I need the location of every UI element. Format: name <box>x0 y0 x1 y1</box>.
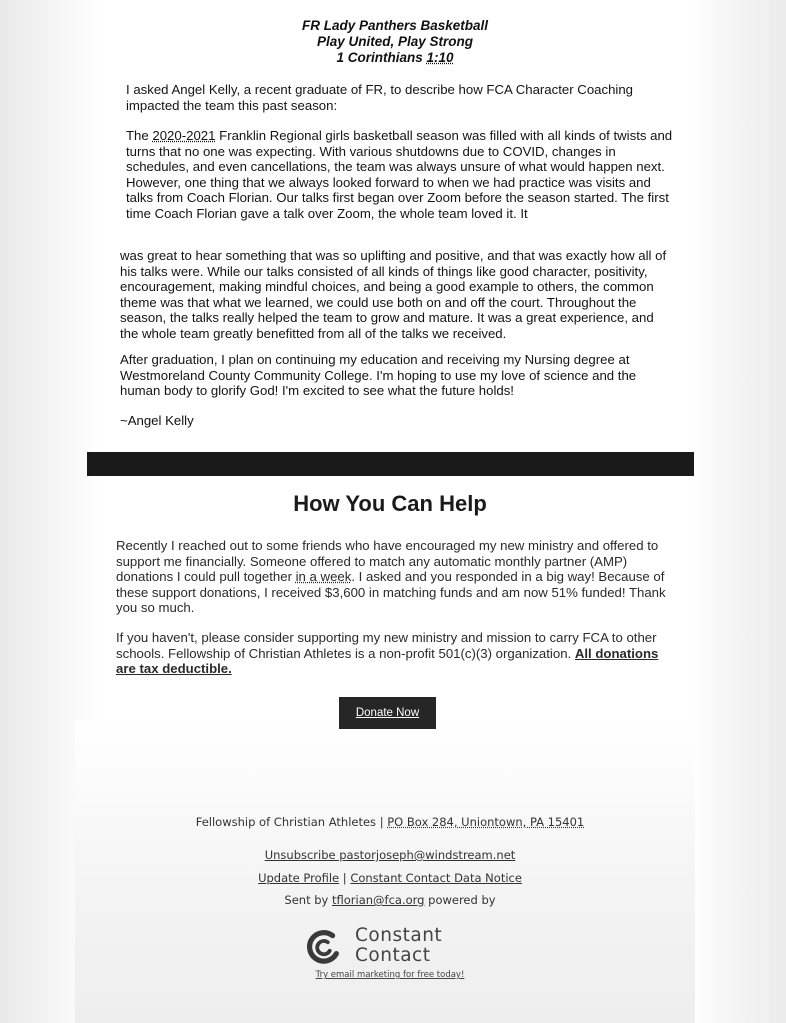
story-intro: I asked Angel Kelly, a recent graduate of FR, to describe how FCA Character Coaching impacted the team this past season: <box>126 82 634 113</box>
para1-start: The <box>126 128 153 143</box>
constant-contact-swirl-icon <box>305 928 343 966</box>
constant-contact-wordmark <box>355 926 442 966</box>
header-title: FR Lady Panthers Basketball <box>301 18 489 33</box>
help-para1-start: Recently I reached out to some friends who have encouraged my new ministry and offered to support me financially. Someone offered to match any automatic monthly partner (AMP) donations I could pull together <box>116 538 659 584</box>
help-section-title: How You Can Help <box>293 491 487 516</box>
sent-by-label: Sent by <box>284 893 332 907</box>
donate-now-button[interactable]: Donate Now <box>339 697 436 729</box>
footer-profile-line <box>160 871 620 885</box>
footer-address-link[interactable]: PO Box 284, Uniontown, PA 15401 <box>387 815 585 829</box>
story-paragraph-1 <box>126 128 674 221</box>
constant-contact-logo[interactable] <box>305 926 475 970</box>
unsubscribe-link[interactable]: Unsubscribe pastorjoseph@windstream.net <box>264 848 516 862</box>
help-para1-rest: . I asked and you responded in a big way! Because of these support donations, I received $3,600 in matching funds and am now 51% funded! Thank you so much. <box>116 569 666 615</box>
help-para2-start: If you haven't, please consider supporting my new ministry and mission to carry FCA to other schools. Fellowship of Christian Athletes is a non-profit 501(c)(3) organization. <box>116 630 657 661</box>
footer-address-line <box>160 815 620 829</box>
verse-book: 1 Corinthians <box>336 50 427 65</box>
story-paragraph-2: was great to hear something that was so uplifting and positive, and that was exactly how all of his talks were. While our talks consisted of all kinds of things like good character, positivity, encouragement, making mindful choices, and being a good example to others, the common theme was that what we learned, we could use both on and off the court. Throughout the season, the talks really helped the team to grow and mature. It was a great experience, and the whole team greatly benefitted from all of the talks we received. <box>120 248 667 341</box>
brand-line-2: Contact <box>355 945 431 966</box>
help-paragraph-2 <box>116 630 666 677</box>
update-profile-link[interactable]: Update Profile <box>258 871 340 885</box>
para1-rest: Franklin Regional girls basketball season was filled with all kinds of twists and turns that no one was expecting. With various shutdowns due to COVID, changes in schedules, and even cancellations, the team was always unsure of what would happen next. However, one thing that we always looked forward to when we had practice was visits and talks from Coach Florian. Our talks first began over Zoom before the season started. The first time Coach Florian gave a talk over Zoom, the whole team loved it. It <box>126 128 673 221</box>
verse-reference: 1:10 <box>426 50 454 65</box>
footer-org: Fellowship of Christian Athletes | <box>195 815 388 829</box>
header-verse <box>200 50 590 66</box>
section-divider <box>87 452 694 476</box>
sender-email-link[interactable]: tflorian@fca.org <box>332 893 425 907</box>
scan-shadow-right <box>691 0 786 1023</box>
in-a-week-link[interactable]: in a week <box>295 569 352 584</box>
header-motto: Play United, Play Strong <box>316 34 474 49</box>
footer-unsubscribe-line <box>160 848 620 862</box>
brand-line-1: Constant <box>355 925 443 946</box>
powered-by-label: powered by <box>424 893 496 907</box>
newsletter-header <box>200 18 590 66</box>
tax-deductible-note: All donations are tax deductible. <box>116 645 659 676</box>
story-paragraph-3: After graduation, I plan on continuing my education and receiving my Nursing degree at Westmoreland County Community College. I'm hoping to use my love of science and the human body to glorify God! I'm excited to see what the future holds! <box>120 352 637 398</box>
help-paragraph-1 <box>116 538 666 616</box>
story-signature: ~Angel Kelly <box>120 413 194 428</box>
season-year: 2020-2021 <box>152 128 216 143</box>
footer-sent-by-line <box>160 893 620 907</box>
email-marketing-link[interactable]: Try email marketing for free today! <box>315 970 465 980</box>
data-notice-link[interactable]: Constant Contact Data Notice <box>350 871 522 885</box>
footer-separator: | <box>339 871 351 885</box>
